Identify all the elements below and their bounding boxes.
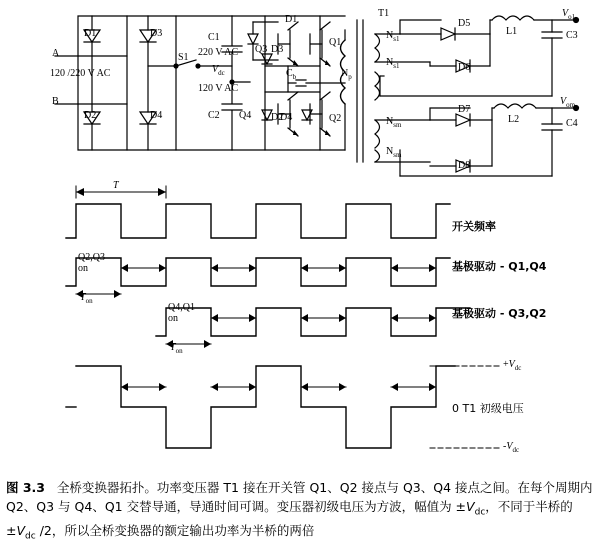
vdc-label: $V_{dc}$ bbox=[212, 64, 225, 77]
diode-d4-label: D4 bbox=[150, 110, 163, 121]
output-vo1-label: $V_{o1}$ bbox=[562, 8, 576, 21]
cap-c2-label: C2 bbox=[208, 110, 220, 121]
secondary-ns1-b-label: $N_{s1}$ bbox=[386, 57, 400, 70]
ton-label-2: $T_{on}$ bbox=[170, 342, 183, 355]
cap-c1-voltage-label: 220 V AC bbox=[198, 47, 239, 58]
figure-number: 图 3.3 bbox=[6, 480, 45, 495]
secondary-nsm-b-label: $N_{sm}$ bbox=[386, 146, 402, 159]
waveform-switching-frequency-label: 开关频率 bbox=[452, 220, 496, 233]
q4q1-on-label-line1: Q4,Q1 bbox=[168, 302, 195, 313]
diode-d6-label: D6 bbox=[458, 62, 471, 73]
cap-cb-label: $C_b$ bbox=[286, 68, 297, 81]
switch-s1-label: S1 bbox=[178, 52, 189, 63]
bridge-diode-d4-label: D4 bbox=[280, 112, 293, 123]
waveform-base-drive-q1q4-label: 基极驱动 - Q1,Q4 bbox=[452, 260, 547, 273]
output-vom-label: $V_{om}$ bbox=[560, 96, 576, 109]
figure-caption bbox=[6, 478, 600, 544]
switch-q3-label: Q3 bbox=[255, 44, 268, 55]
cap-c3-label: C3 bbox=[566, 30, 578, 41]
q2q3-on-label-line1: Q2,Q3 bbox=[78, 252, 105, 263]
secondary-nsm-a-label: $N_{sm}$ bbox=[386, 116, 402, 129]
diode-d2-label: D2 bbox=[84, 110, 97, 121]
plus-vdc-label: $+V_{dc}$ bbox=[503, 359, 522, 372]
q4q1-on-label-line2: on bbox=[168, 313, 178, 324]
terminal-a-label: A bbox=[52, 48, 60, 59]
diode-d3-label: D3 bbox=[150, 28, 163, 39]
terminal-b-label: B bbox=[52, 96, 59, 107]
bridge-diode-d3-label: D3 bbox=[271, 44, 284, 55]
ac-input-voltage-label: 120 /220 V AC bbox=[50, 68, 111, 79]
switch-q4-label: Q4 bbox=[239, 110, 252, 121]
diode-d5-label: D5 bbox=[458, 18, 471, 29]
secondary-ns1-a-label: $N_{s1}$ bbox=[386, 30, 400, 43]
diode-d1-label: D1 bbox=[84, 28, 97, 39]
minus-vdc-label: $-V_{dc}$ bbox=[503, 441, 520, 454]
switch-q2-label: Q2 bbox=[329, 113, 342, 124]
ton-label-1: $T_{on}$ bbox=[80, 292, 93, 305]
diode-d7-label: D7 bbox=[458, 104, 471, 115]
cap-c2-voltage-label: 120 V AC bbox=[198, 83, 239, 94]
cap-c4-label: C4 bbox=[566, 118, 578, 129]
primary-np-label: $N_p$ bbox=[341, 68, 352, 81]
inductor-l1-label: L1 bbox=[506, 26, 518, 37]
bridge-diode-d1-label: D1 bbox=[285, 14, 298, 25]
waveform-base-drive-q3q2-label: 基极驱动 - Q3,Q2 bbox=[452, 307, 547, 320]
period-t-label: T bbox=[113, 180, 119, 191]
diode-d8-label: D8 bbox=[458, 160, 471, 171]
bridge-diode-d2-label: D2 bbox=[271, 112, 284, 123]
waveform-t1-primary-voltage-label: 0 T1 初级电压 bbox=[452, 402, 524, 415]
switch-q1-label: Q1 bbox=[329, 37, 342, 48]
inductor-l2-label: L2 bbox=[508, 114, 520, 125]
q2q3-on-label-line2: on bbox=[78, 263, 88, 274]
transformer-t1-label: T1 bbox=[378, 8, 390, 19]
cap-c1-label: C1 bbox=[208, 32, 220, 43]
figure-caption-text: 全桥变换器拓扑。功率变压器 T1 接在开关管 Q1、Q2 接点与 Q3、Q4 接点之间。在每个周期内 Q2、Q3 与 Q4、Q1 交替导通，导通时间可调。变压器初级电压为方波，幅值为 $\pm V_{dc}$，不同于半桥的$\pm V_{dc}$ /2，所以全桥变换器的额定输出功率为半桥的两倍 bbox=[6, 480, 593, 542]
